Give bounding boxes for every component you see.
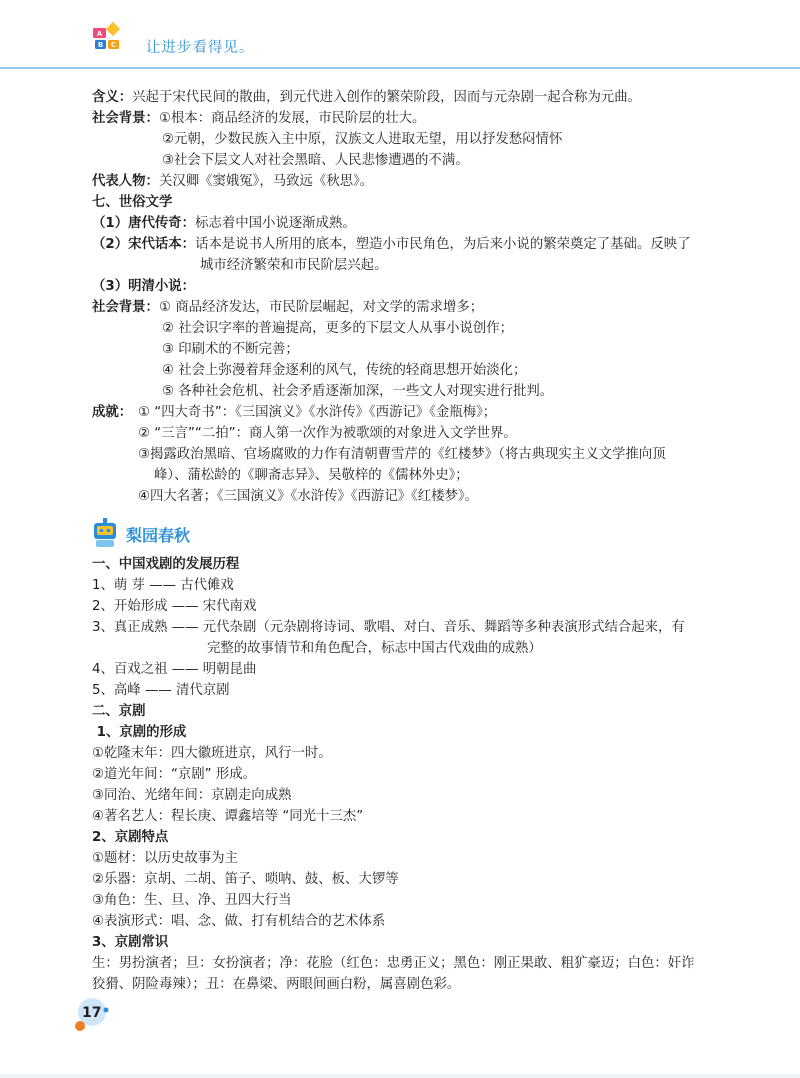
social-background-item: ①根本：商品经济的发展，市民阶层的壮大。	[158, 111, 426, 126]
song-text: 话本是说书人所用的底本，塑造小市民角色，为后来小说的繁荣奠定了基础。反映了	[195, 237, 691, 252]
list-item: 1、萌 芽 —— 古代傩戏	[92, 578, 234, 593]
representative-text: 关汉卿《窦娥冤》，马致远《秋思》。	[158, 174, 374, 189]
achievement-item: ④四大名著；《三国演义》《水浒传》《西游记》《红楼梦》。	[138, 489, 479, 504]
liyuan-section-header	[92, 516, 732, 554]
list-item-text: 完整的故事情节和角色配合，标志中国古代戏曲的成熟）	[207, 641, 542, 656]
list-item: ③角色：生、旦、净、丑四大行当	[92, 893, 292, 908]
mingqing-background-line	[92, 339, 732, 360]
list-item: ①题材：以历史故事为主	[92, 851, 238, 866]
list-item: ①乾隆末年：四大徽班进京，风行一时。	[92, 746, 332, 761]
achievement-line	[92, 444, 732, 465]
svg-text:B: B	[97, 41, 104, 49]
representative-line	[92, 171, 732, 192]
social-background-item: ② 社会识字率的普遍提高，更多的下层文人从事小说创作；	[162, 321, 514, 336]
meaning-text: 兴起于宋代民间的散曲，到元代进入创作的繁荣阶段，因而与元杂剧一起合称为元曲。	[132, 90, 642, 105]
song-text: 城市经济繁荣和市民阶层兴起。	[200, 258, 388, 273]
list-item: ③同治、光绪年间：京剧走向成熟	[92, 788, 292, 803]
subsection-heading: 1、京剧的形成	[92, 725, 187, 740]
social-background-line	[92, 129, 732, 150]
achievement-line	[92, 465, 732, 486]
social-background-label: 社会背景：	[92, 111, 159, 126]
list-item-continuation	[92, 638, 732, 659]
section-title: 梨园春秋	[126, 526, 191, 545]
mingqing-background-line	[92, 360, 732, 381]
spacer	[92, 507, 732, 516]
achievement-item: ① “四大奇书”：《三国演义》《水浒传》《西游记》《金瓶梅》；	[138, 405, 497, 420]
achievement-line	[92, 486, 732, 507]
section-heading: 七、世俗文学	[92, 195, 173, 210]
song-label: （2）宋代话本：	[92, 237, 196, 252]
robot-mascot-icon	[92, 518, 118, 548]
social-background-item: ④ 社会上弥漫着拜金逐利的风气，传统的轻商思想开始淡化；	[162, 363, 527, 378]
social-background-item: ⑤ 各种社会危机、社会矛盾逐渐加深，一些文人对现实进行批判。	[162, 384, 554, 399]
page-content	[92, 87, 732, 995]
tang-label: （1）唐代传奇：	[92, 216, 196, 231]
page-header	[0, 0, 800, 72]
achievement-item: ② “三言”“二拍”：商人第一次作为被歌颂的对象进入文学世界。	[138, 426, 517, 441]
subsection-heading: 3、京剧常识	[92, 935, 169, 950]
meaning-line	[92, 87, 732, 108]
list-item: 4、百戏之祖 —— 明朝昆曲	[92, 662, 257, 677]
list-item: 3、真正成熟 —— 元代杂剧（元杂剧将诗词、歌唱、对白、音乐、舞蹈等多种表演形式结合起来，有	[92, 620, 685, 635]
meaning-label: 含义：	[92, 90, 133, 105]
achievement-line	[92, 402, 732, 423]
song-line	[92, 255, 732, 276]
tang-text: 标志着中国小说逐渐成熟。	[195, 216, 356, 231]
achievement-line	[92, 423, 732, 444]
song-line	[92, 234, 732, 255]
svg-text:A: A	[96, 30, 103, 38]
subsection-heading: 2、京剧特点	[92, 830, 169, 845]
paragraph-line: 狡猾、阴险毒辣）；丑：在鼻梁、两眼间画白粉，属喜剧色彩。	[92, 977, 461, 992]
social-background-label: 社会背景：	[92, 300, 159, 315]
list-item: 2、开始形成 —— 宋代南戏	[92, 599, 257, 614]
social-background-item: ②元朝，少数民族入主中原，汉族文人进取无望，用以抒发愁闷情怀	[162, 132, 563, 147]
svg-text:C: C	[110, 41, 117, 49]
mingqing-label: （3）明清小说：	[92, 279, 196, 294]
brand-logo-icon	[92, 20, 122, 50]
mingqing-background-line	[92, 381, 732, 402]
page-number: 17	[82, 1005, 102, 1021]
paragraph-line: 生：男扮演者；旦：女扮演者；净：花脸（红色：忠勇正义；黑色：刚正果敢、粗犷豪迈；白色：奸诈	[92, 956, 695, 971]
representative-label: 代表人物：	[92, 174, 159, 189]
social-background-line	[92, 108, 732, 129]
list-item: ②道光年间：“京剧” 形成。	[92, 767, 257, 782]
tang-line	[92, 213, 732, 234]
section-heading: 二、京剧	[92, 704, 146, 719]
achievement-item: ③揭露政治黑暗、官场腐败的力作有清朝曹雪芹的《红楼梦》（将古典现实主义文学推向顶	[138, 447, 666, 462]
achievement-label: 成就：	[92, 405, 133, 420]
header-divider	[0, 67, 800, 69]
list-item: ④表演形式：唱、念、做、打有机结合的艺术体系	[92, 914, 386, 929]
social-background-line	[92, 150, 732, 171]
list-item: ④著名艺人：程长庚、谭鑫培等 “同光十三杰”	[92, 809, 364, 824]
list-item: ②乐器：京胡、二胡、笛子、唢呐、鼓、板、大锣等	[92, 872, 399, 887]
footer-strip	[0, 1074, 800, 1078]
social-background-item: ① 商品经济发达，市民阶层崛起，对文学的需求增多；	[158, 300, 484, 315]
brand-slogan: 让进步看得见。	[146, 40, 255, 56]
social-background-item: ③社会下层文人对社会黑暗、人民悲惨遭遇的不满。	[162, 153, 469, 168]
list-item: 5、高峰 —— 清代京剧	[92, 683, 230, 698]
mingqing-background-line	[92, 297, 732, 318]
social-background-item: ③ 印刷术的不断完善；	[162, 342, 299, 357]
mingqing-background-line	[92, 318, 732, 339]
achievement-item: 峰）、蒲松龄的《聊斋志异》、吴敬梓的《儒林外史》；	[154, 468, 469, 483]
section-heading: 一、中国戏剧的发展历程	[92, 557, 240, 572]
